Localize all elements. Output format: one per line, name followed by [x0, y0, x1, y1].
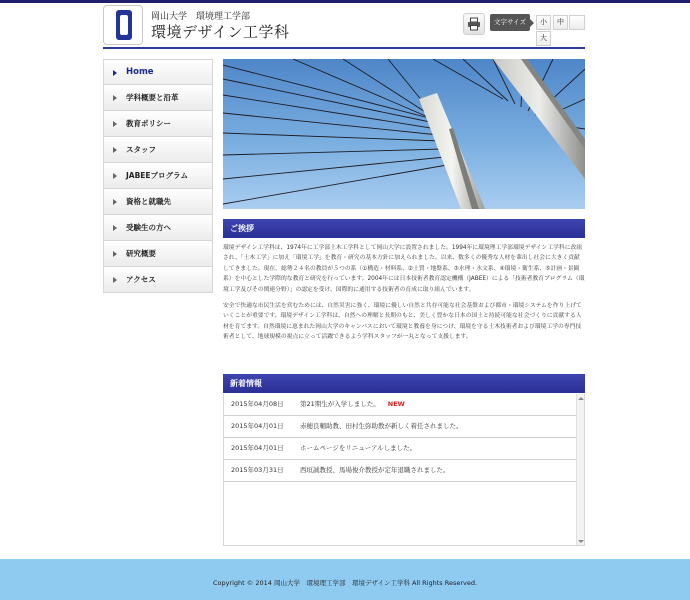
sidebar-item-home[interactable] [103, 59, 213, 85]
sidebar-item-careers[interactable] [103, 189, 213, 215]
font-size-label: 文字サイズ [490, 14, 530, 31]
sidebar-nav [103, 59, 213, 293]
arrow-right-icon [113, 147, 117, 153]
sidebar-item-label: 教育ポリシー [126, 119, 171, 128]
site-header [103, 3, 585, 49]
greeting-heading: ご挨拶 [223, 219, 585, 238]
news-date: 2015年04月01日 [231, 422, 284, 430]
arrow-right-icon [113, 199, 117, 205]
news-item[interactable] [224, 416, 584, 438]
news-text-wrap [300, 394, 405, 415]
sidebar-item-label: 研究概要 [126, 249, 156, 258]
university-logo[interactable] [103, 5, 143, 45]
scroll-up-icon[interactable] [578, 397, 584, 400]
sidebar-item-applicants[interactable] [103, 215, 213, 241]
news-scrollbar[interactable] [576, 394, 584, 546]
arrow-right-icon [113, 225, 117, 231]
site-title[interactable]: 環境デザイン工学科 [151, 23, 290, 41]
sidebar-item-research[interactable] [103, 241, 213, 267]
arrow-right-icon [113, 121, 117, 127]
hero-bridge-photo [223, 59, 585, 209]
news-date: 2015年03月31日 [231, 466, 284, 474]
font-size-medium-button[interactable]: 中 [553, 15, 568, 30]
sidebar-item-overview[interactable] [103, 85, 213, 111]
news-text: 西垣誠教授、馬場俊介教授が定年退職されました。 [300, 466, 450, 474]
sidebar-item-label: アクセス [126, 275, 156, 284]
greeting-paragraph: 安全で快適な市民生活を営むためには、自然災害に強く、環境に優しい自然と共存可能な社会基盤および都市・環境システムを作り上げていくことが重要です。環境デザイン工学科は、自然への理解と長期のもと、美しく豊かな日本の国土と持続可能な社会づくりに貢献する人材を育てます。自然環境に恵まれた岡山大学のキャンパスにおいて環境と教養を身につけ、環境を守る土木技術者および環境工学の専門技術者として、地球規模の視点に立って活躍できるよう学科スタッフが一丸となって支援します。 [223, 303, 582, 341]
news-item[interactable] [224, 438, 584, 460]
new-badge: NEW [387, 400, 405, 408]
bridge-illustration [223, 59, 585, 209]
sidebar-item-label: 資格と就職先 [126, 197, 171, 206]
news-text: 赤穂良輔助教、田村生弥助教が新しく着任されました。 [300, 422, 463, 430]
sidebar-item-staff[interactable] [103, 137, 213, 163]
printer-icon [467, 17, 481, 31]
sidebar-item-label: 受験生の方へ [126, 223, 171, 232]
font-size-large-button[interactable]: 大 [536, 31, 551, 46]
sidebar-item-jabee[interactable] [103, 163, 213, 189]
font-size-small-button[interactable]: 小 [536, 15, 551, 30]
copyright-text: Copyright © 2014 岡山大学 環境理工学部 環境デザイン工学科 All Rights Reserved. [212, 579, 478, 587]
arrow-right-icon [113, 95, 117, 101]
sidebar-item-access[interactable] [103, 267, 213, 293]
news-date: 2015年04月01日 [231, 444, 284, 452]
news-date: 2015年04月08日 [231, 400, 284, 408]
header-subtitle: 岡山大学 環境理工学部 [151, 12, 251, 22]
greeting-text [223, 243, 585, 349]
sidebar-item-label: JABEEプログラム [126, 171, 188, 180]
news-text: ホームページをリニューアルしました。 [300, 444, 417, 452]
logo-mark [116, 10, 132, 40]
arrow-right-icon [113, 277, 117, 283]
footer [0, 559, 690, 600]
arrow-right-icon [113, 173, 117, 179]
news-list [223, 394, 585, 546]
scroll-down-icon[interactable] [578, 540, 584, 543]
sidebar-item-label: スタッフ [126, 145, 156, 154]
news-heading: 新着情報 [223, 374, 585, 393]
news-item[interactable] [224, 394, 584, 416]
header-divider [103, 47, 585, 49]
sidebar-item-label: Home [126, 67, 154, 77]
sidebar-item-education-policy[interactable] [103, 111, 213, 137]
print-button[interactable] [463, 13, 485, 35]
news-text: 第21期生が入学しました。 [300, 400, 380, 408]
arrow-right-icon [113, 251, 117, 257]
arrow-right-icon [113, 70, 117, 76]
font-size-spacer [569, 15, 585, 30]
sidebar-item-label: 学科概要と沿革 [126, 93, 179, 102]
news-item[interactable] [224, 460, 584, 482]
greeting-paragraph: 環境デザイン工学科は、1974年に工学部土木工学科として岡山大学に設置されました。1994年に環境理工学部環境デザイン工学科に改組され、「土木工学」に加え「環境工学」を教育・研究の基本方針に加えられました。以来、数多くの優秀な人材を輩出し社会に大きく貢献してきました。現在、総勢２４名の教員が５つの系（①構造・材料系、②土質・地盤系、③水理・水文系、④環境・衛生系、⑤計画・景観系）を中心とした学際的な教育と研究を行っています。2004年には日本技術者教育認定機構（JABEE）による「技術者教育プログラム（環境工学及びその関連分野）」の認定を受け、国際的に通用する技術者の育成に取り組んでいます。 [223, 245, 585, 293]
